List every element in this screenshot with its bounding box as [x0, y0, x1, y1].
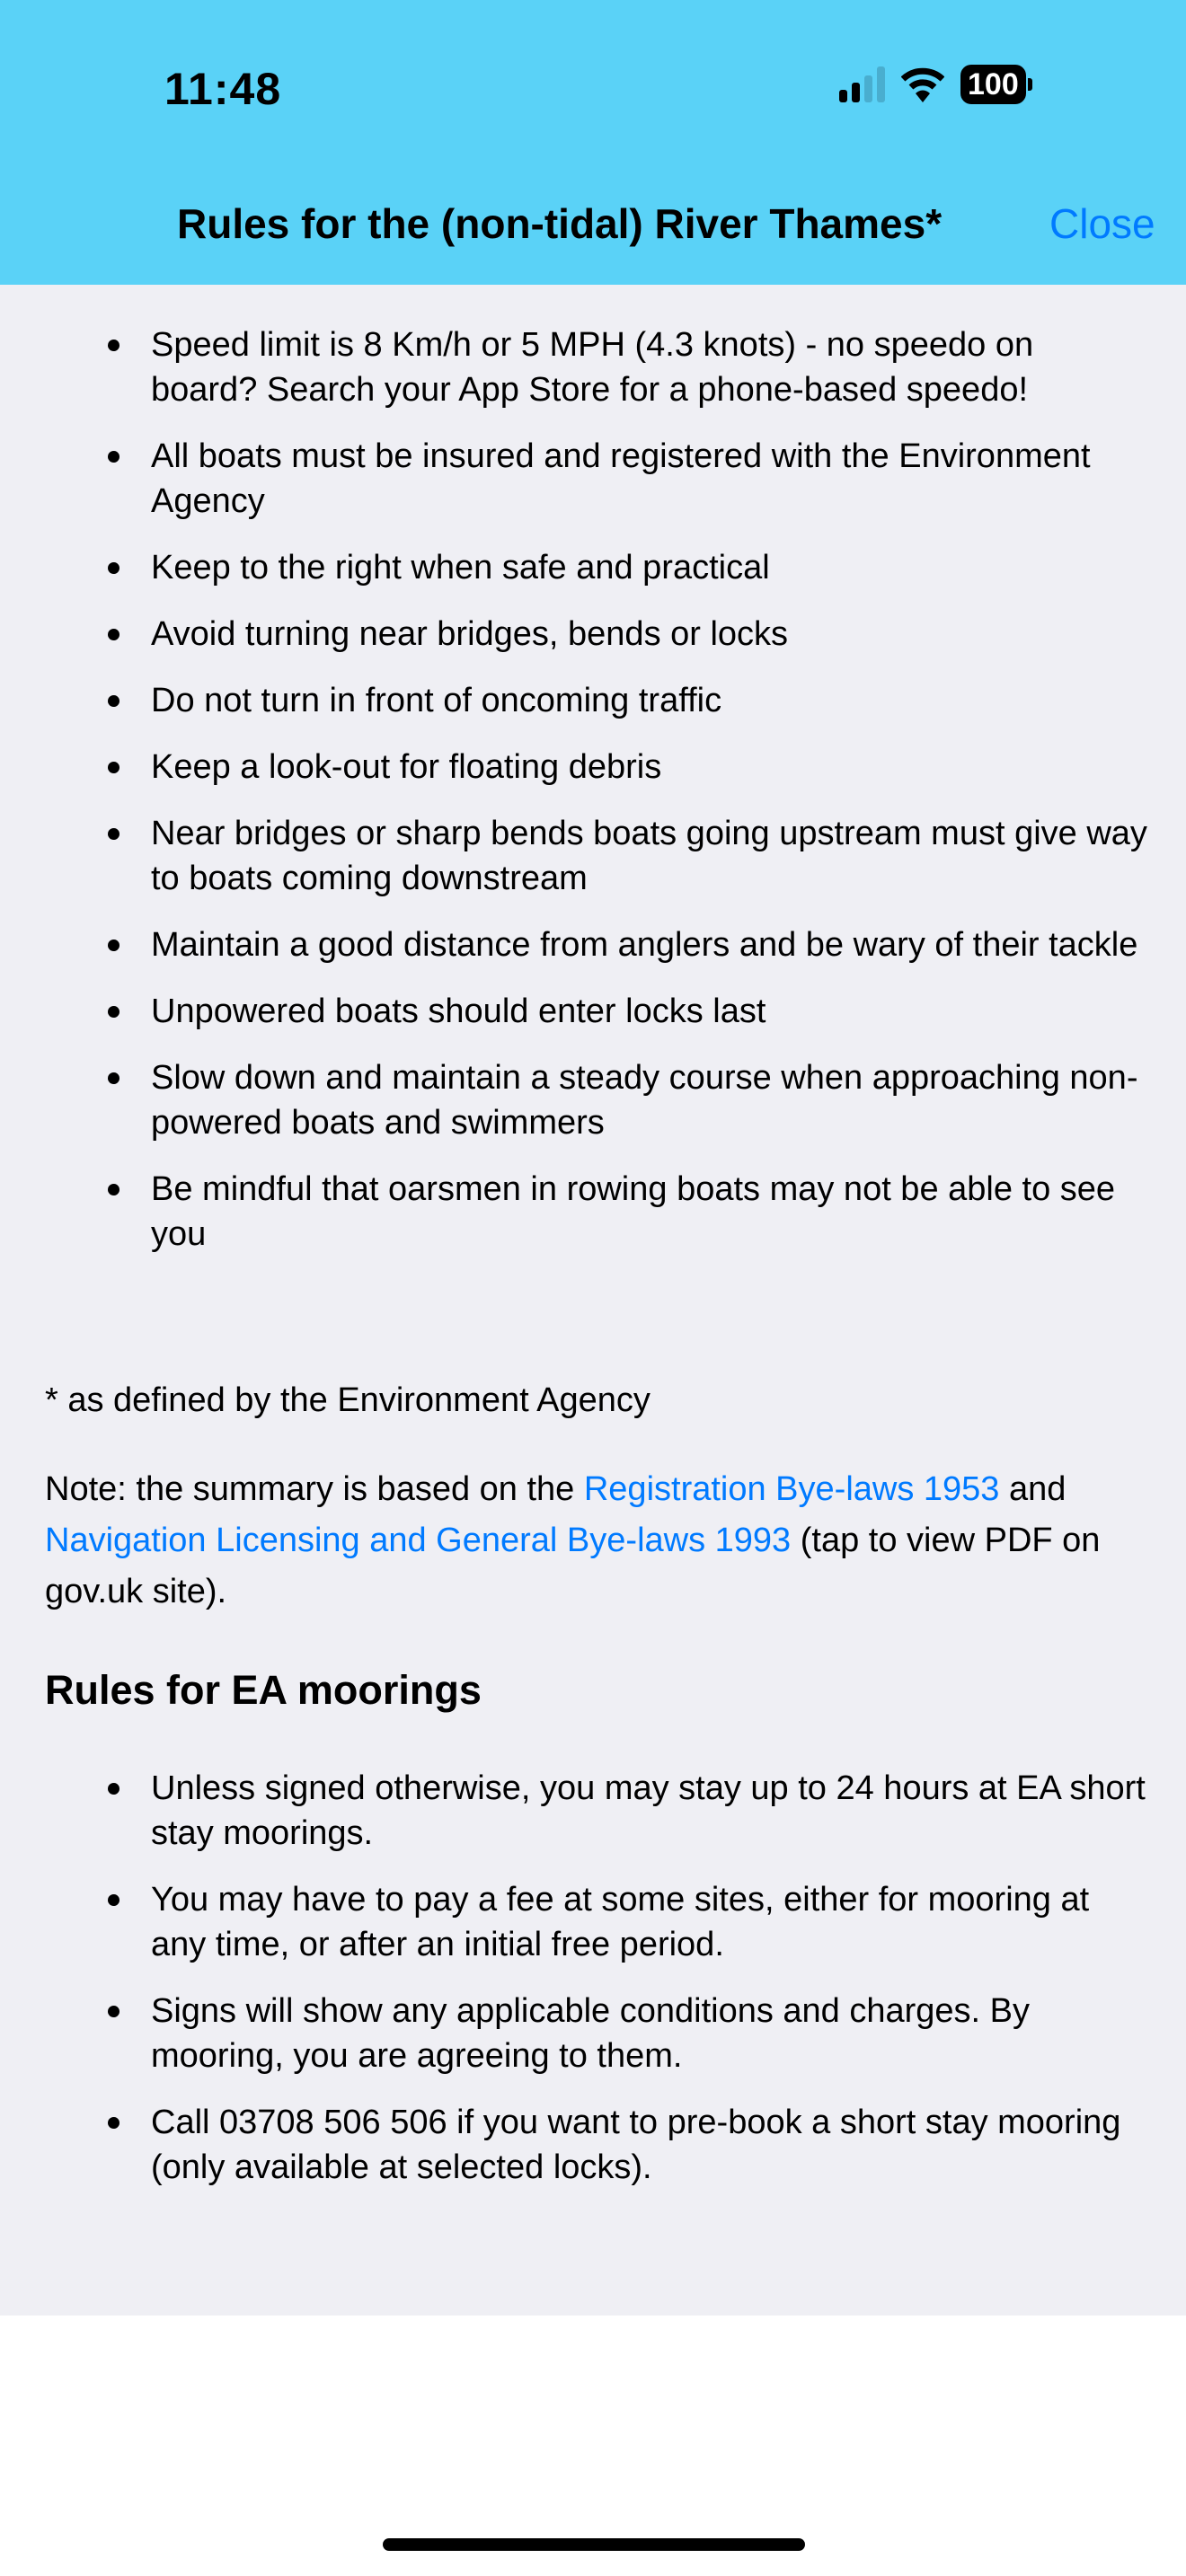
page-title: Rules for the (non-tidal) River Thames* [177, 200, 943, 247]
list-item: All boats must be insured and registered with the Environment Agency [0, 434, 1148, 524]
footnote: * as defined by the Environment Agency [45, 1381, 651, 1419]
close-button[interactable]: Close [1049, 200, 1155, 247]
list-item: Maintain a good distance from anglers and be wary of their tackle [0, 922, 1148, 967]
wifi-icon [901, 66, 944, 102]
navigation-bye-laws-link[interactable]: Navigation Licensing and General Bye-laws 1993 [45, 1522, 792, 1559]
note-prefix: Note: the summary is based on the [45, 1470, 584, 1508]
list-item: Near bridges or sharp bends boats going upstream must give way to boats coming downstream [0, 811, 1148, 901]
note-middle: and [999, 1470, 1067, 1508]
list-item: Avoid turning near bridges, bends or locks [0, 612, 1148, 657]
home-indicator[interactable] [383, 2538, 805, 2551]
moorings-list [0, 1766, 1186, 2211]
bye-laws-note [45, 1464, 1150, 1618]
rules-list [0, 322, 1186, 1278]
list-item: Keep a look-out for floating debris [0, 745, 1148, 790]
moorings-heading: Rules for EA moorings [45, 1667, 482, 1713]
list-item: Unpowered boats should enter locks last [0, 989, 1148, 1034]
list-item: Do not turn in front of oncoming traffic [0, 678, 1148, 723]
nav-header [0, 0, 1186, 285]
list-item: Keep to the right when safe and practical [0, 545, 1148, 590]
list-item: Unless signed otherwise, you may stay up to 24 hours at EA short stay moorings. [0, 1766, 1148, 1856]
cellular-signal-icon [839, 66, 885, 102]
status-time: 11:48 [164, 64, 282, 114]
list-item: Call 03708 506 506 if you want to pre-book a short stay mooring (only available at selected locks). [0, 2100, 1148, 2190]
status-icons [839, 65, 1032, 104]
list-item: You may have to pay a fee at some sites, either for mooring at any time, or after an initial free period. [0, 1877, 1148, 1967]
note-suffix: (tap to view PDF on gov.uk site). [45, 1522, 1101, 1610]
list-item: Speed limit is 8 Km/h or 5 MPH (4.3 knots) - no speedo on board? Search your App Store for a phone-based speedo! [0, 322, 1148, 412]
registration-bye-laws-link[interactable]: Registration Bye-laws 1953 [583, 1470, 1000, 1508]
battery-icon: 100 [960, 65, 1026, 104]
list-item: Signs will show any applicable conditions and charges. By mooring, you are agreeing to them. [0, 1989, 1148, 2078]
list-item: Slow down and maintain a steady course when approaching non-powered boats and swimmers [0, 1055, 1148, 1145]
battery-tip [1028, 78, 1032, 91]
list-item: Be mindful that oarsmen in rowing boats may not be able to see you [0, 1167, 1148, 1257]
